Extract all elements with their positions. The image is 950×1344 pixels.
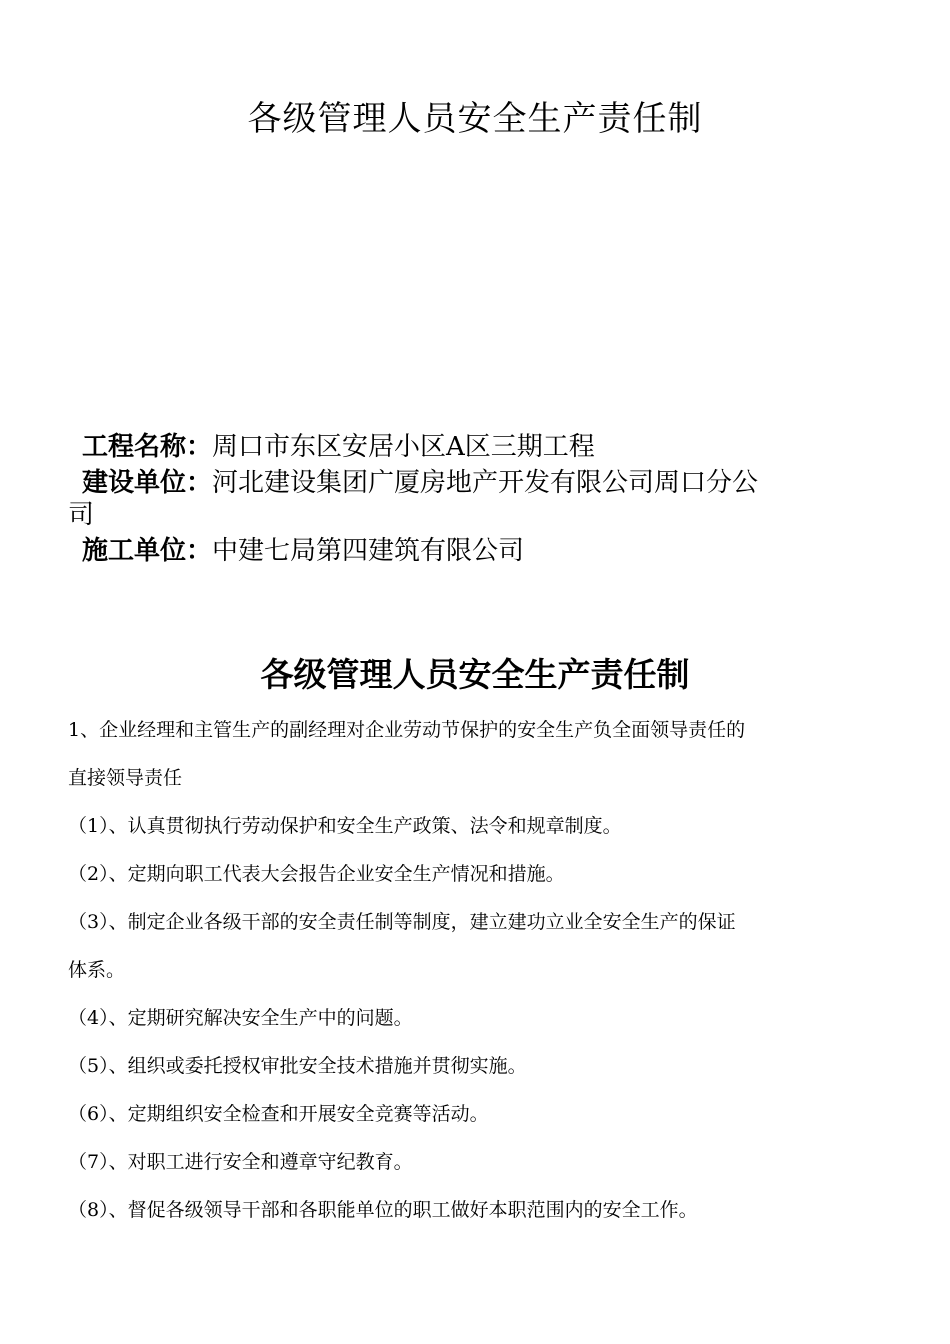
builder-label: 建设单位： (82, 468, 213, 498)
paragraph-line: （6）、定期组织安全检查和开展安全竞赛等活动。 (68, 1103, 489, 1125)
paragraph-line: （1）、认真贯彻执行劳动保护和安全生产政策、法令和规章制度。 (68, 815, 622, 837)
paragraph-line: （7）、对职工进行安全和遵章守纪教育。 (68, 1151, 413, 1173)
project-name-row (68, 430, 868, 464)
paragraph-line: 1、企业经理和主管生产的副经理对企业劳动节保护的安全生产负全面领导责任的 (68, 719, 746, 741)
project-name-label: 工程名称： (82, 432, 213, 462)
contractor-value: 中建七局第四建筑有限公司 (212, 536, 525, 566)
paragraph-line: （4）、定期研究解决安全生产中的问题。 (68, 1007, 413, 1029)
cover-title: 各级管理人员安全生产责任制 (247, 99, 703, 139)
project-name-value: 周口市东区安居小区A区三期工程 (212, 432, 595, 462)
paragraph-line: 直接领导责任 (68, 767, 183, 789)
builder-value-line1: 河北建设集团广厦房地产开发有限公司周口分公 (212, 468, 759, 498)
project-info (68, 430, 868, 568)
paragraph-line: （8）、督促各级领导干部和各职能单位的职工做好本职范围内的安全工作。 (68, 1199, 698, 1221)
builder-row (68, 466, 868, 532)
paragraph-line: 体系。 (68, 959, 126, 981)
body-text (68, 706, 882, 1234)
paragraph-line: （2）、定期向职工代表大会报告企业安全生产情况和措施。 (68, 863, 565, 885)
contractor-row (68, 534, 868, 568)
contractor-label: 施工单位： (82, 536, 213, 566)
paragraph-line: （3）、制定企业各级干部的安全责任制等制度，建立建功立业全安全生产的保证 (68, 911, 736, 933)
paragraph-line: （5）、组织或委托授权审批安全技术措施并贯彻实施。 (68, 1055, 527, 1077)
section-title: 各级管理人员安全生产责任制 (260, 655, 690, 694)
builder-value-line2: 司 (68, 500, 95, 530)
